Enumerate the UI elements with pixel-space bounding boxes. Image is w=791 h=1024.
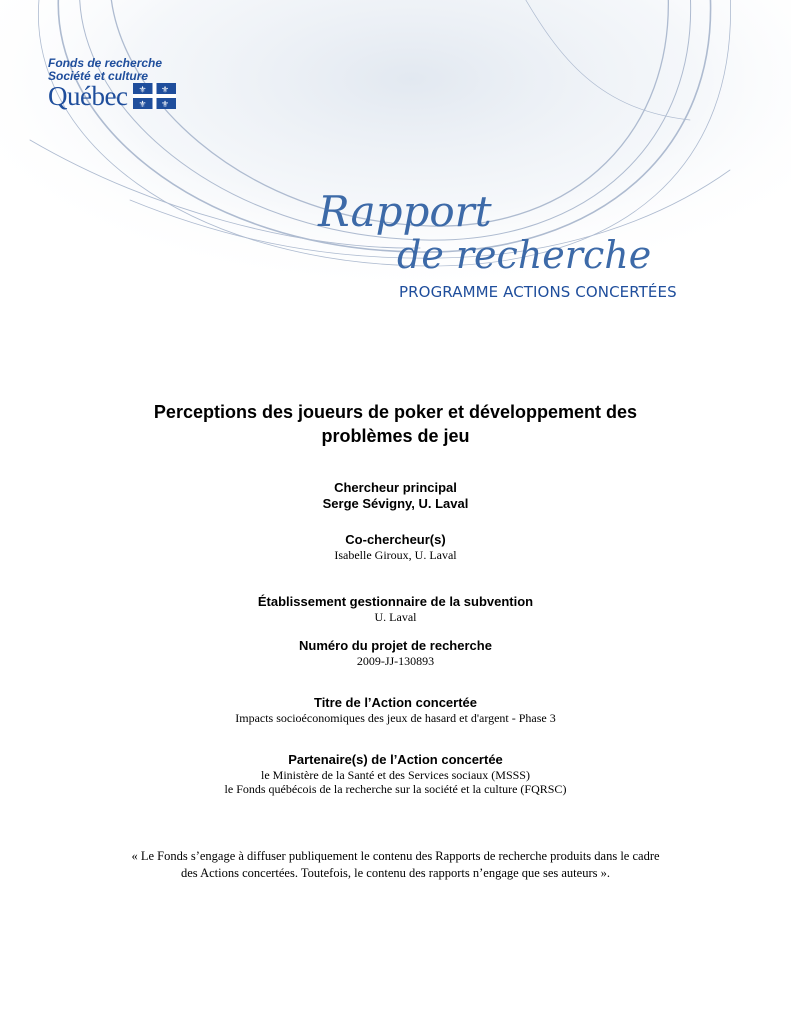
partner-item: le Fonds québécois de la recherche sur la société et la culture (FQRSC) <box>224 782 567 796</box>
principal-researcher-value: Serge Sévigny, U. Laval <box>322 496 469 511</box>
project-number-label: Numéro du projet de recherche <box>299 638 492 653</box>
co-researcher-label: Co-chercheur(s) <box>345 532 446 547</box>
disclaimer-line2: des Actions concertées. Toutefois, le contenu des rapports n’engage que ses auteurs ». <box>181 866 610 880</box>
principal-researcher-label: Chercheur principal <box>334 480 457 495</box>
rapport-de-recherche-title <box>0 170 791 280</box>
report-title <box>0 400 791 448</box>
report-details <box>0 400 791 796</box>
svg-text:⚜: ⚜ <box>161 100 170 109</box>
script-title-line1: Rapport <box>318 187 492 236</box>
svg-text:⚜: ⚜ <box>161 85 170 96</box>
logo-line-fonds: Fonds de recherche <box>48 56 163 70</box>
logo-wordmark-quebec: Québec <box>48 81 128 111</box>
program-label: PROGRAMME ACTIONS CONCERTÉES <box>399 283 677 301</box>
action-title-value: Impacts socioéconomiques des jeux de hasard et d'argent - Phase 3 <box>235 711 556 725</box>
action-title-label: Titre de l’Action concertée <box>313 695 478 710</box>
svg-text:⚜: ⚜ <box>138 85 147 96</box>
partner-item: le Ministère de la Santé et des Services sociaux (MSSS) <box>261 768 530 782</box>
fonds-quebec-logo <box>48 57 238 109</box>
co-researcher-value: Isabelle Giroux, U. Laval <box>334 548 457 562</box>
logo-line-societe: Société et culture <box>48 69 149 83</box>
svg-text:⚜: ⚜ <box>138 100 147 109</box>
quebec-flag-icon <box>133 83 176 109</box>
institution-label: Établissement gestionnaire de la subvention <box>257 594 534 609</box>
project-number-value: 2009-JJ-130893 <box>356 654 435 668</box>
partners-label: Partenaire(s) de l’Action concertée <box>288 752 503 767</box>
script-title-line2: de recherche <box>397 233 652 277</box>
report-title-line1: Perceptions des joueurs de poker et développement des <box>153 402 638 422</box>
report-title-line2: problèmes de jeu <box>321 426 470 446</box>
institution-value: U. Laval <box>374 610 417 624</box>
disclaimer-line1: « Le Fonds s’engage à diffuser publiquement le contenu des Rapports de recherche produits dans le cadre <box>131 849 660 863</box>
disclaimer-quote <box>80 848 711 882</box>
